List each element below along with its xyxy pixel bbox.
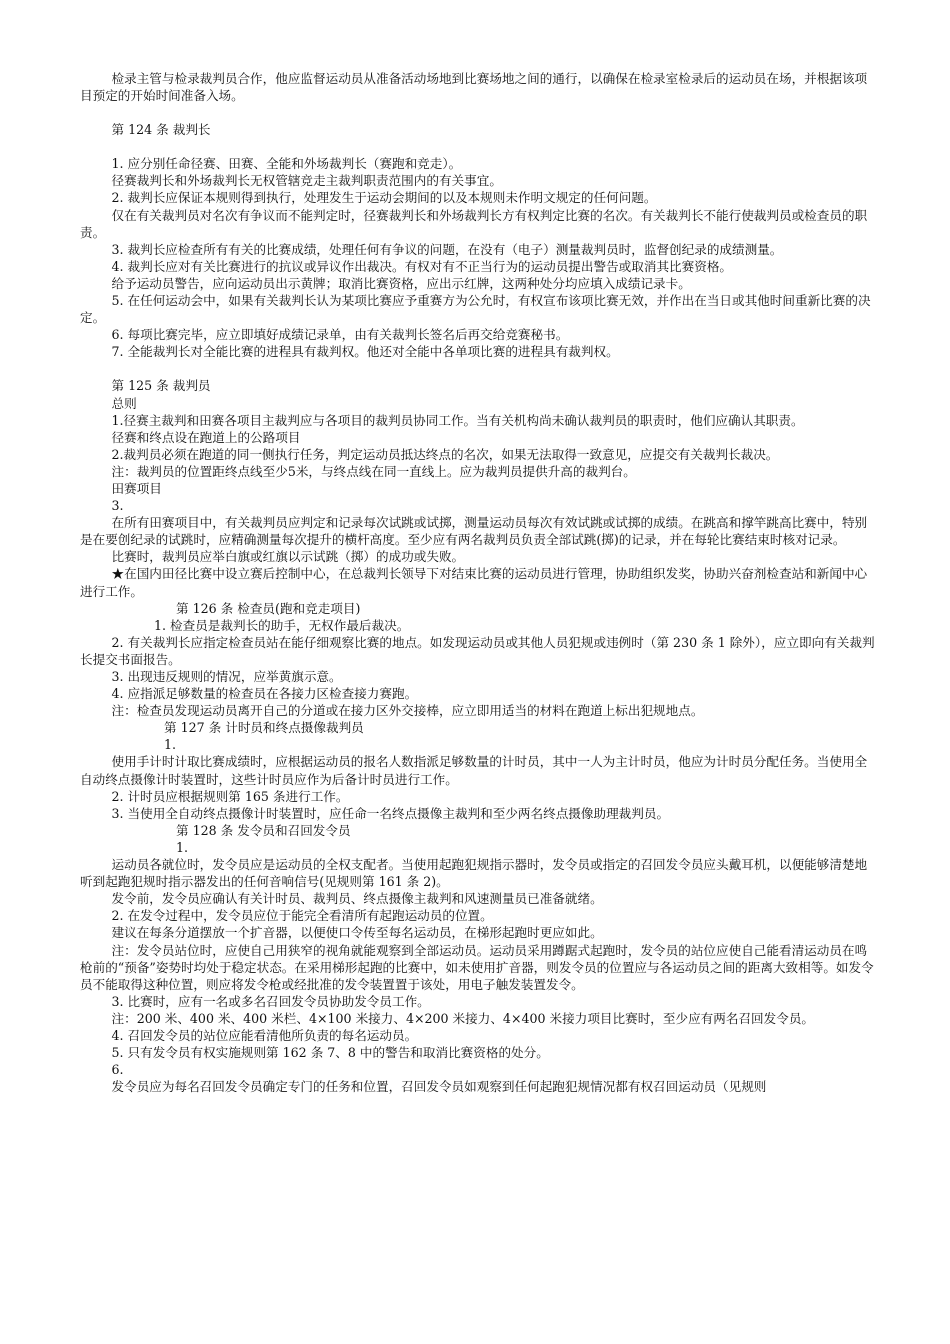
subheading: 田赛项目 (111, 480, 162, 496)
paragraph: 1. (176, 839, 189, 855)
paragraph: 运动员各就位时，发令员应是运动员的全权支配者。当使用起跑犯规指示器时，发令员或指定的召回发令员应头戴耳机，以便能够清楚地听到起跑犯规时指示器发出的任何音响信号(见规则第 161 条 2)。 (80, 857, 868, 890)
paragraph: 使用手计时计取比赛成绩时，应根据运动员的报名人数指派足够数量的计时员，其中一人为主计时员，他应为计时员分配任务。当使用全自动终点摄像计时装置时，这些计时员应作为后备计时员进行工作。 (80, 754, 868, 787)
note: 注：200 米、400 米、400 米栏、4×100 米接力、4×200 米接力、4×400 米接力项目比赛时，至少应有两名召回发令员。 (111, 1010, 815, 1026)
paragraph: 2. 裁判长应保证本规则得到执行，处理发生于运动会期间的以及本规则未作明文规定的任何问题。 (111, 190, 657, 206)
subheading: 总则 (111, 395, 137, 411)
paragraph: 2.裁判员必须在跑道的同一侧执行任务，判定运动员抵达终点的名次，如果无法取得一致意见，应提交有关裁判长裁决。 (111, 446, 779, 462)
paragraph: 1. (164, 737, 177, 753)
paragraph: 3. 比赛时，应有一名或多名召回发令员协助发令员工作。 (111, 993, 430, 1009)
paragraph: 4. 应指派足够数量的检查员在各接力区检查接力赛跑。 (111, 686, 418, 702)
paragraph: 3. 出现违反规则的情况，应举黄旗示意。 (111, 669, 342, 684)
paragraph: 建议在每条分道摆放一个扩音器，以便使口令传至每名运动员，在梯形起跑时更应如此。 (111, 925, 603, 941)
paragraph: 2. 在发令过程中，发令员应位于能完全看清所有起跑运动员的位置。 (111, 908, 493, 924)
paragraph: 1. 应分别任命径赛、田赛、全能和外场裁判长（赛跑和竞走）。 (111, 156, 462, 172)
paragraph: 6. 每项比赛完毕，应立即填好成绩记录单，由有关裁判长签名后再交给竞赛秘书。 (111, 327, 569, 343)
paragraph: 检录主管与检录裁判员合作，他应监督运动员从准备活动场地到比赛场地之间的通行，以确保在检录室检录后的运动员在场，并根据该项目预定的开始时间准备入场。 (80, 71, 868, 104)
paragraph: 3. 当使用全自动终点摄像计时装置时，应任命一名终点摄像主裁判和至少两名终点摄像助理裁判员。 (111, 805, 670, 821)
paragraph: 5. 在任何运动会中，如果有关裁判长认为某项比赛应予重赛方为公允时，有权宣布该项比赛无效，并作出在当日或其他时间重新比赛的决定。 (80, 293, 871, 326)
article-125-heading: 第 125 条 裁判员 (111, 378, 211, 394)
note: 注：裁判员的位置距终点线至少5米，与终点线在同一直线上。应为裁判员提供升高的裁判台。 (111, 463, 636, 479)
paragraph: 给予运动员警告，应向运动员出示黄牌；取消比赛资格，应出示红牌，这两种处分均应填入成绩记录卡。 (111, 275, 691, 291)
paragraph: ★在国内田径比赛中设立赛后控制中心，在总裁判长领导下对结束比赛的运动员进行管理，协助组织发奖，协助兴奋剂检查站和新闻中心进行工作。 (80, 566, 868, 599)
note: 注：发令员站位时，应使自己用狭窄的视角就能观察到全部运动员。运动员采用蹲踞式起跑时，发令员的站位应使自己能看清运动员在鸣枪前的“预备”姿势时均处于稳定状态。在采用梯形起跑的比赛中，如未使用扩音器，则发令员的位置应与各运动员之间的距离大致相等。如发令员不能取得这种位置，则应将发令枪或经批准的发令装置置于该处，用电子触发装置发令。 (80, 942, 874, 992)
paragraph: 7. 全能裁判长对全能比赛的进程具有裁判权。他还对全能中各单项比赛的进程具有裁判权。 (111, 344, 619, 360)
article-126-heading: 第 126 条 检查员(跑和竞走项目) (176, 600, 361, 616)
paragraph: 6. (111, 1062, 124, 1078)
paragraph: 在所有田赛项目中，有关裁判员应判定和记录每次试跳或试掷，测量运动员每次有效试跳或试掷的成绩。在跳高和撑竿跳高比赛中，特别是在要创纪录的试跳时，应精确测量每次提升的横杆高度。至少应有两名裁判员负责全部试跳(掷)的记录，并在每轮比赛结束时核对记录。 (80, 515, 868, 548)
paragraph: 4. 召回发令员的站位应能看清他所负责的每名运动员。 (111, 1027, 418, 1043)
paragraph: 3. (111, 498, 124, 514)
note: 注：检查员发现运动员离开自己的分道或在接力区外交接棒，应立即用适当的材料在跑道上标出犯规地点。 (111, 703, 704, 719)
paragraph: 2. 计时员应根据规则第 165 条进行工作。 (111, 788, 349, 804)
paragraph: 4. 裁判长应对有关比赛进行的抗议或异议作出裁决。有权对有不正当行为的运动员提出警告或取消其比赛资格。 (111, 258, 733, 274)
paragraph: 发令前，发令员应确认有关计时员、裁判员、终点摄像主裁判和风速测量员已准备就绪。 (111, 891, 603, 907)
paragraph: 1. 检查员是裁判长的助手，无权作最后裁决。 (154, 617, 410, 633)
paragraph: 发令员应为每名召回发令员确定专门的任务和位置，召回发令员如观察到任何起跑犯规情况都有权召回运动员（见规则 (111, 1079, 767, 1095)
article-128-heading: 第 128 条 发令员和召回发令员 (176, 822, 351, 838)
paragraph: 5. 只有发令员有权实施规则第 162 条 7、8 中的警告和取消比赛资格的处分。 (111, 1045, 549, 1061)
article-124-heading: 第 124 条 裁判长 (111, 122, 211, 138)
article-127-heading: 第 127 条 计时员和终点摄像裁判员 (164, 720, 364, 736)
paragraph: 径赛裁判长和外场裁判长无权管辖竞走主裁判职责范围内的有关事宜。 (111, 173, 502, 189)
subheading: 径赛和终点设在跑道上的公路项目 (111, 429, 301, 445)
paragraph: 比赛时，裁判员应举白旗或红旗以示试跳（掷）的成功或失败。 (111, 549, 465, 565)
paragraph: 1.径赛主裁判和田赛各项目主裁判应与各项目的裁判员协同工作。当有关机构尚未确认裁判员的职责时，他们应确认其职责。 (111, 412, 804, 428)
paragraph: 3. 裁判长应检查所有有关的比赛成绩，处理任何有争议的问题，在没有（电子）测量裁判员时，监督创纪录的成绩测量。 (111, 241, 783, 257)
paragraph: 2. 有关裁判长应指定检查员站在能仔细观察比赛的地点。如发现运动员或其他人员犯规或违例时（第 230 条 1 除外），应立即向有关裁判长提交书面报告。 (80, 634, 875, 667)
paragraph: 仅在有关裁判员对名次有争议而不能判定时，径赛裁判长和外场裁判长方有权判定比赛的名次。有关裁判长不能行使裁判员或检查员的职责。 (80, 207, 868, 240)
